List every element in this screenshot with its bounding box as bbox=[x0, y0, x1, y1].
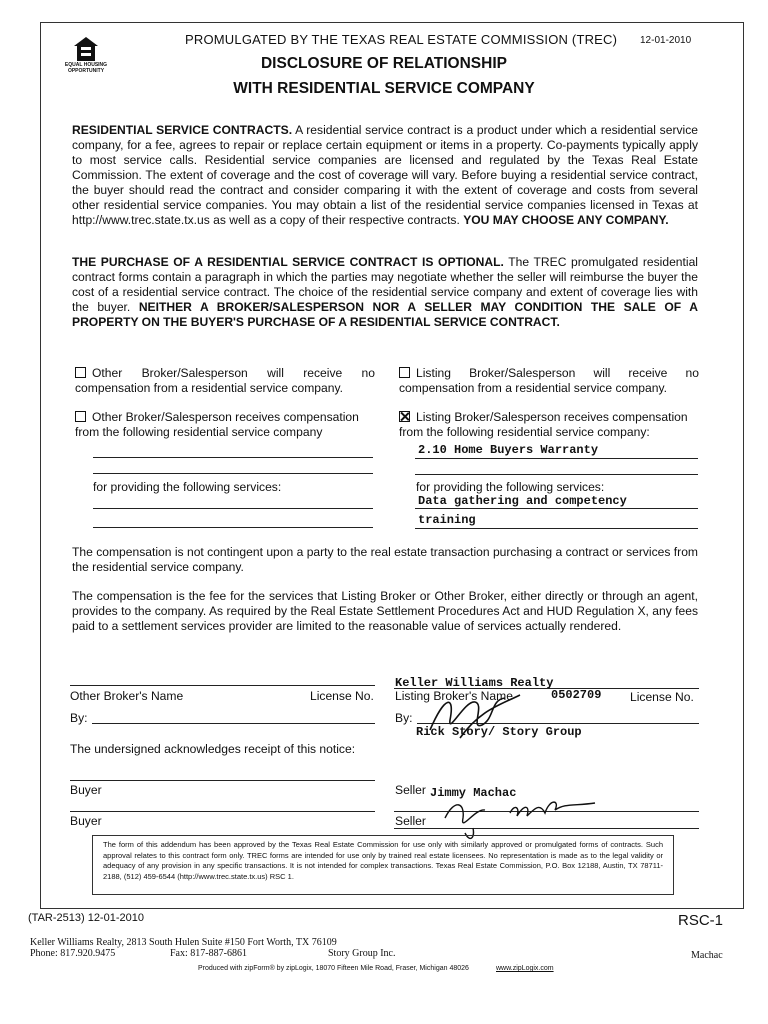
buyer2-label: Buyer bbox=[70, 814, 102, 828]
listing-license-value[interactable]: 0502709 bbox=[551, 688, 602, 702]
paragraph-purchase-optional: THE PURCHASE OF A RESIDENTIAL SERVICE CONTRACT IS OPTIONAL. The TREC promulgated residential contract forms contain a paragraph in which the parties may negotiate whether the seller will reimburse the buyer the cost of a residential service contract. The choice of the residential service company and extent of coverage lies with the buyer. NEITHER A BROKER/SALESPERSON NOR A SELLER MAY CONDITION THE SALE OF A PROPERTY ON THE BUYER'S PURCHASE OF A RESIDENTIAL SERVICE CONTRACT. bbox=[72, 255, 698, 329]
other-license-label: License No. bbox=[310, 689, 374, 703]
form-title-line1: DISCLOSURE OF RELATIONSHIP bbox=[260, 55, 507, 72]
form-title-line2: WITH RESIDENTIAL SERVICE COMPANY bbox=[233, 80, 535, 97]
services-label-right: for providing the following services: bbox=[416, 480, 605, 494]
footer-address: Keller Williams Realty, 2813 South Hulen Suite #150 Fort Worth, TX 76109 bbox=[30, 937, 337, 948]
paragraph-not-contingent: The compensation is not contingent upon a party to the real estate transaction purchasing a contract or services from the residential service company. bbox=[72, 545, 698, 574]
listing-company-line-2[interactable] bbox=[415, 474, 698, 475]
equal-housing-text: EQUAL HOUSING OPPORTUNITY bbox=[64, 62, 108, 74]
other-company-line-1[interactable] bbox=[93, 457, 373, 458]
approval-notice-box: The form of this addendum has been approved by the Texas Real Estate Commission for use only with similarly approved or promulgated forms of contracts. Such approval relates to this contract form only. TREC forms are intended for use only by trained real estate licensees. No representation is made as to the legal validity or adequacy of any provision in any specific transactions. It is not intended for complex transactions. Texas Real Estate Commission, P.O. Box 12188, Austin, TX 78711-2188, (512) 459-6544 (http://www.trec.state.tx.us) RSC 1. bbox=[92, 835, 674, 895]
listing-by-label: By: bbox=[395, 711, 413, 725]
form-date: 12-01-2010 bbox=[640, 35, 692, 46]
buyer2-signature-line[interactable] bbox=[70, 811, 375, 812]
seller2-label: Seller bbox=[395, 814, 426, 828]
listing-broker-name-label: Listing Broker's Name bbox=[395, 689, 513, 703]
footer-fax: Fax: 817-887-6861 bbox=[170, 948, 247, 959]
option-listing-compensation[interactable]: Listing Broker/Salesperson receives compensation from the following residential service company: bbox=[399, 410, 688, 439]
services-value-line2[interactable]: training bbox=[418, 513, 476, 527]
acknowledge-text: The undersigned acknowledges receipt of this notice: bbox=[70, 742, 356, 756]
other-company-line-2[interactable] bbox=[93, 473, 373, 474]
listing-broker-name-value[interactable]: Keller Williams Realty bbox=[395, 676, 554, 690]
services-value-line1[interactable]: Data gathering and competency bbox=[418, 494, 627, 508]
seller1-label: Seller bbox=[395, 783, 426, 797]
listing-services-line-2[interactable] bbox=[415, 528, 698, 529]
form-id: (TAR-2513) 12-01-2010 bbox=[28, 912, 144, 924]
rsc-code: RSC-1 bbox=[678, 912, 724, 929]
services-label-left: for providing the following services: bbox=[93, 480, 282, 494]
footer-produced: Produced with zipForm® by zipLogix, 18070 Fifteen Mile Road, Fraser, Michigan 48026 bbox=[198, 965, 469, 972]
paragraph-residential-service-contracts: RESIDENTIAL SERVICE CONTRACTS. A residential service contract is a product under which a residential service company, for a fee, agrees to repair or replace certain equipment or items in a property. Co-payments typically apply to most service calls. Residential service companies are licensed and regulated by the Texas Real Estate Commission. The extent of coverage and the cost of coverage will vary. Before buying a residential service contract, the buyer should read the contract and consider comparing it with the extent of coverage and costs from several other residential service companies. You may obtain a list of the residential service companies licensed in Texas at http://www.trec.state.tx.us as well as a copy of their respective contracts. YOU MAY CHOOSE ANY COMPANY. bbox=[72, 123, 698, 227]
buyer1-label: Buyer bbox=[70, 783, 102, 797]
checkbox-other-compensation[interactable] bbox=[75, 411, 86, 422]
other-by-label: By: bbox=[70, 711, 88, 725]
option-other-compensation[interactable]: Other Broker/Salesperson receives compensation from the following residential service company bbox=[75, 410, 359, 439]
footer-group: Story Group Inc. bbox=[328, 948, 396, 959]
listing-license-label: License No. bbox=[630, 690, 694, 704]
paragraph-compensation-fee: The compensation is the fee for the services that Listing Broker or Other Broker, either directly or through an agent, provides to the company. As required by the Real Estate Settlement Procedures Act and HUD Regulation X, any fees paid to a settlement services provider are limited to the reasonable value of services actually rendered. bbox=[72, 589, 698, 633]
footer-client: Machac bbox=[691, 950, 723, 961]
listing-agent-value[interactable]: Rick Story/ Story Group bbox=[416, 725, 582, 739]
listing-company-value[interactable]: 2.10 Home Buyers Warranty bbox=[418, 443, 599, 457]
footer-phone: Phone: 817.920.9475 bbox=[30, 948, 116, 959]
buyer1-signature-line[interactable] bbox=[70, 780, 375, 781]
other-by-line[interactable] bbox=[92, 723, 375, 724]
listing-company-line-1[interactable] bbox=[415, 458, 698, 459]
other-services-line-1[interactable] bbox=[93, 508, 373, 509]
footer-url[interactable]: www.zipLogix.com bbox=[496, 965, 554, 972]
other-broker-name-line[interactable] bbox=[70, 685, 375, 686]
agent-signature-icon bbox=[420, 690, 530, 745]
seller1-name-value[interactable]: Jimmy Machac bbox=[430, 786, 517, 800]
checkbox-listing-compensation-checked[interactable] bbox=[399, 411, 410, 422]
other-services-line-2[interactable] bbox=[93, 527, 373, 528]
option-other-no-compensation[interactable]: Other Broker/Salesperson will receive no compensation from a residential service company. bbox=[75, 366, 375, 395]
option-listing-no-compensation[interactable]: Listing Broker/Salesperson will receive no compensation from a residential service company. bbox=[399, 366, 699, 395]
listing-services-line-1[interactable] bbox=[415, 508, 698, 509]
promulgated-line: PROMULGATED BY THE TEXAS REAL ESTATE COMMISSION (TREC) bbox=[185, 32, 618, 47]
checkbox-listing-no-compensation[interactable] bbox=[399, 367, 410, 378]
checkbox-other-no-compensation[interactable] bbox=[75, 367, 86, 378]
other-broker-name-label: Other Broker's Name bbox=[70, 689, 184, 703]
